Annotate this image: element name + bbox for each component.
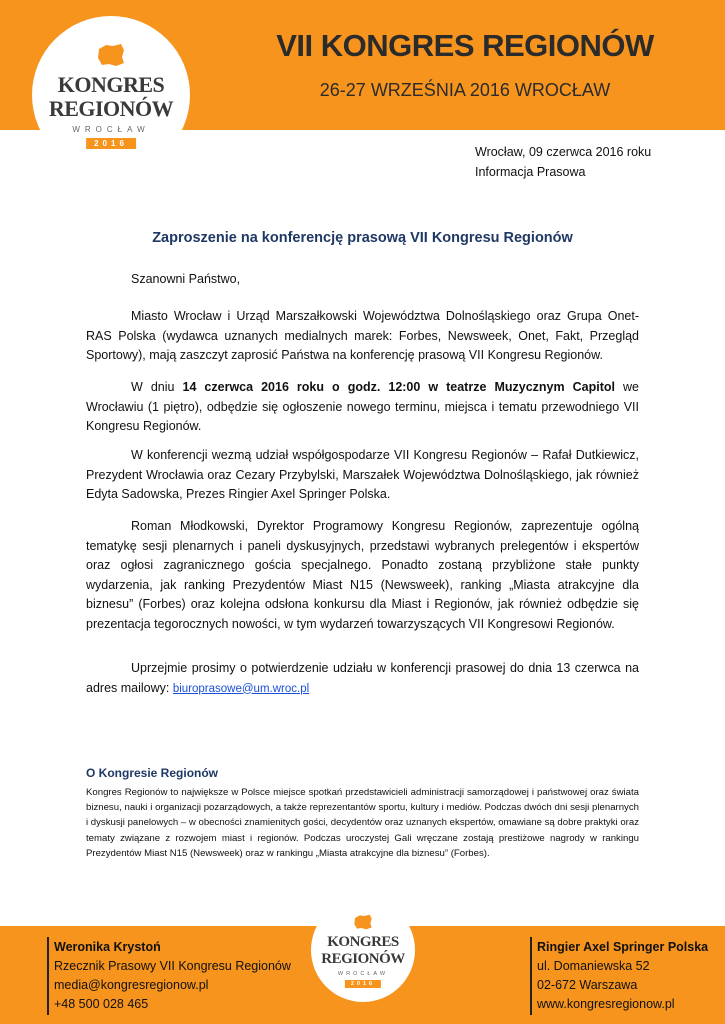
logo-year: 2016 — [86, 138, 136, 149]
contact-email[interactable]: media@kongresregionow.pl — [54, 978, 209, 992]
organizer-website[interactable]: www.kongresregionow.pl — [537, 997, 675, 1011]
paragraph-3: W konferencji wezmą udział współgospodarze VII Kongresu Regionów – Rafał Dutkiewicz, Prezydent Wrocławia oraz Cezary Przybylski, Marszałek Województwa Dolnośląskiego, jak również Edyta Sadowska, Prezes Ringier Axel Springer Polska. — [86, 448, 639, 501]
kongres-logo — [36, 20, 186, 170]
poland-map-icon — [353, 913, 373, 931]
contact-phone: +48 500 028 465 — [54, 997, 149, 1011]
kongres-logo-footer — [314, 901, 412, 999]
paragraph-2 — [86, 378, 639, 437]
about-text: Kongres Regionów to największe w Polsce miejsce spotkań przedstawicieli administracji samorządowej i państwowej oraz świata biznesu, nauki i organizacji pozarządowych, a także reprezentantów sportu, kultury i mediów. Podczas dwóch dni sesji plenarnych i dyskusji panelowych – w obecności znamienitych gości, decydentów oraz uznanych ekspertów, omawiane są dobre praktyki oraz tematy związane z rozwojem miast i regionów. Podczas uroczystej Gali wręczane zostają prestiżowe nagrody w rankingu Prezydentów Miast N15 (Newsweek) oraz w rankingu „Miasta atrakcyjne dla biznesu” (Forbes). — [86, 787, 639, 859]
logo-word-1: KONGRES — [57, 72, 165, 97]
contact-name: Weronika Krystoń — [54, 940, 161, 954]
footer-organizer — [537, 938, 708, 1014]
paragraph-2-post: we Wrocławiu (1 piętro), odbędzie się ogłoszenie nowego terminu, miejsca i tematu przewodniego VII Kongresu Regionów. — [86, 380, 639, 433]
paragraph-2-highlight: 14 czerwca 2016 roku o godz. 12:00 w teatrze Muzycznym Capitol — [182, 380, 615, 394]
organizer-company: Ringier Axel Springer Polska — [537, 940, 709, 954]
greeting: Szanowni Państwo, — [131, 272, 241, 286]
paragraph-1: Miasto Wrocław i Urząd Marszałkowski Województwa Dolnośląskiego oraz Grupa Onet-RAS Polska (wydawca uznanych medialnych marek: Forbes, Newsweek, Onet, Fakt, Przegląd Sportowy), mają zaszczyt zaprosić Państwa na konferencję prasową VII Kongresu Regionów. — [86, 309, 639, 362]
logo-word-2: REGIONÓW — [321, 951, 405, 967]
paragraph-2-pre: W dniu — [131, 380, 183, 394]
contact-role: Rzecznik Prasowy VII Kongresu Regionów — [54, 959, 291, 973]
organizer-city: 02-672 Warszawa — [537, 978, 638, 992]
document-type: Informacja Prasowa — [475, 165, 586, 179]
logo-word-1: KONGRES — [327, 934, 399, 950]
document-meta — [475, 142, 651, 182]
logo-city: WROCŁAW — [337, 971, 389, 977]
footer-divider-left — [47, 937, 49, 1015]
header-subtitle: 26-27 WRZEŚNIA 2016 WROCŁAW — [319, 80, 611, 100]
paragraph-5-text: Uprzejmie prosimy o potwierdzenie udziału w konferencji prasowej do dnia 13 czerwca na adres mailowy: — [86, 661, 639, 695]
header-title: VII KONGRES REGIONÓW — [276, 28, 654, 63]
about-heading: O Kongresie Regionów — [86, 766, 219, 780]
organizer-street: ul. Domaniewska 52 — [537, 959, 650, 973]
footer-contact — [54, 938, 291, 1014]
document-title: Zaproszenie na konferencję prasową VII Kongresu Regionów — [152, 230, 573, 246]
logo-word-2: REGIONÓW — [48, 96, 174, 121]
paragraph-5 — [86, 659, 639, 699]
logo-city: WROCŁAW — [72, 125, 150, 134]
document-date: Wrocław, 09 czerwca 2016 roku — [475, 145, 652, 159]
logo-year: 2016 — [345, 980, 381, 988]
paragraph-4: Roman Młodkowski, Dyrektor Programowy Kongresu Regionów, zaprezentuje ogólną tematykę sesji plenarnych i paneli dyskusyjnych, przedstawi wybranych prelegentów i ekspertów oraz ogłosi zagranicznego gościa specjalnego. Ponadto zostaną przybliżone stałe punkty wydarzenia, jak ranking Prezydentów Miast N15 (Newsweek), ranking „Miasta atrakcyjne dla biznesu” (Forbes) oraz kolejna odsłona konkursu dla Miast i Regionów, jak również odbędzie się prezentacja tegorocznych nowości, w tym wydarzeń towarzyszących VII Kongresowi Regionów. — [86, 519, 639, 631]
poland-map-icon — [96, 42, 126, 68]
about-section — [86, 766, 639, 861]
press-email-link[interactable]: biuroprasowe@um.wroc.pl — [172, 682, 310, 695]
footer-divider-right — [530, 937, 532, 1015]
